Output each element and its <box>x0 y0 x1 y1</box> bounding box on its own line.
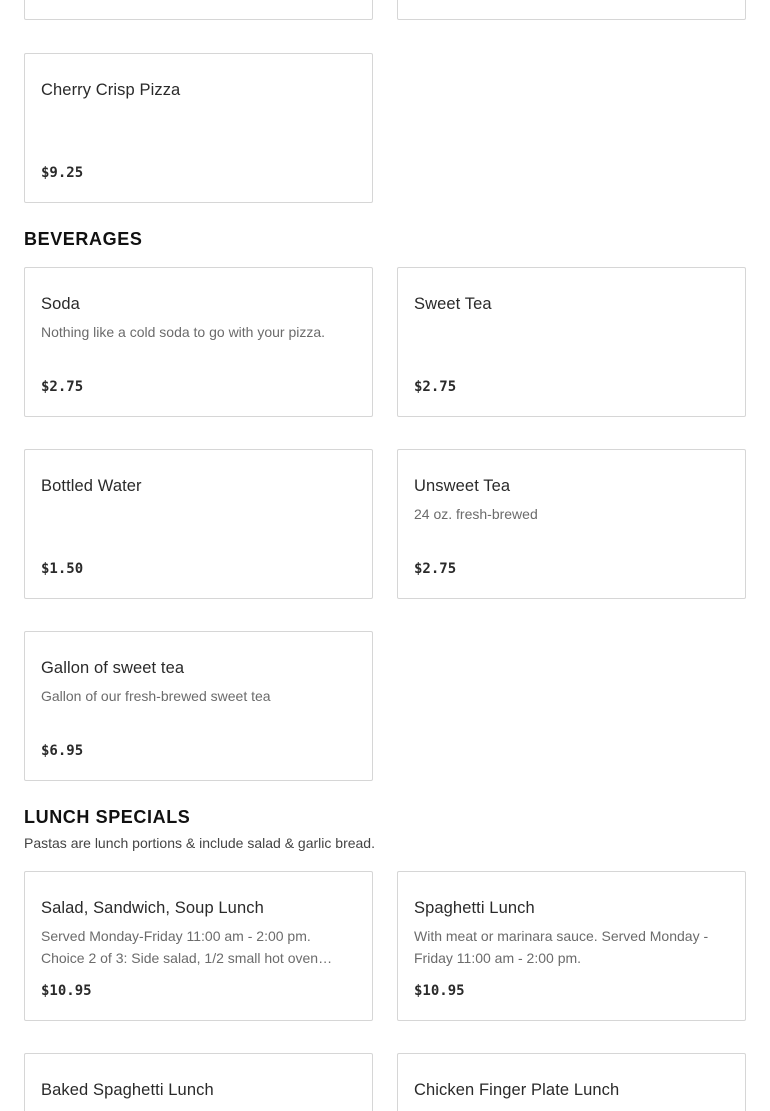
menu-item-price: $2.75 <box>414 379 457 395</box>
menu-item-unsweet-tea[interactable] <box>397 449 746 599</box>
menu-item-sweet-tea[interactable] <box>397 267 746 417</box>
menu-item-name: Unsweet Tea <box>414 477 511 495</box>
menu-item-name: Sweet Tea <box>414 295 492 313</box>
menu-item-description <box>414 1107 729 1111</box>
menu-item-price: $6.95 <box>41 743 84 759</box>
menu-item-name: Soda <box>41 295 80 313</box>
menu-item-price: $9.25 <box>41 165 84 181</box>
menu-item-price: $2.75 <box>414 561 457 577</box>
menu-item-description: 24 oz. fresh-brewed <box>414 506 538 522</box>
menu-item-name: Salad, Sandwich, Soup Lunch <box>41 899 264 917</box>
section-note: Pastas are lunch portions & include salad & garlic bread. <box>24 835 375 851</box>
menu-item-chicken-finger-plate-lunch[interactable] <box>397 1053 746 1111</box>
menu-item-description: Gallon of our fresh-brewed sweet tea <box>41 688 271 704</box>
menu-item-card[interactable] <box>24 0 373 20</box>
menu-item-name: Chicken Finger Plate Lunch <box>414 1081 620 1099</box>
menu-item-baked-spaghetti-lunch[interactable] <box>24 1053 373 1111</box>
menu-item-price: $1.50 <box>41 561 84 577</box>
menu-item-card[interactable] <box>397 0 746 20</box>
menu-item-description: Nothing like a cold soda to go with your pizza. <box>41 324 326 340</box>
menu-item-gallon-sweet-tea[interactable] <box>24 631 373 781</box>
menu-item-salad-sandwich-soup-lunch[interactable] <box>24 871 373 1021</box>
menu-item-description: With meat or marinara sauce. Served Monday - Friday 11:00 am - 2:00 pm. <box>414 928 709 966</box>
menu-item-name: Baked Spaghetti Lunch <box>41 1081 214 1099</box>
menu-item-description: Served Monday-Friday 11:00 am - 2:00 pm. Choice 2 of 3: Side salad, 1/2 small hot oven <box>41 928 319 966</box>
menu-item-price: $10.95 <box>41 983 92 999</box>
menu-item-spaghetti-lunch[interactable] <box>397 871 746 1021</box>
menu-item-name: Gallon of sweet tea <box>41 659 185 677</box>
section-title-beverages: BEVERAGES <box>24 229 143 249</box>
menu-item-cherry-crisp-pizza[interactable] <box>24 53 373 203</box>
menu-item-price: $10.95 <box>414 983 465 999</box>
menu-item-name: Cherry Crisp Pizza <box>41 81 181 99</box>
menu-item-soda[interactable] <box>24 267 373 417</box>
menu-item-description <box>41 1107 356 1111</box>
menu-item-name: Spaghetti Lunch <box>414 899 535 917</box>
menu-item-price: $2.75 <box>41 379 84 395</box>
section-title-lunch-specials: LUNCH SPECIALS <box>24 807 191 827</box>
menu-item-name: Bottled Water <box>41 477 142 495</box>
menu-item-bottled-water[interactable] <box>24 449 373 599</box>
